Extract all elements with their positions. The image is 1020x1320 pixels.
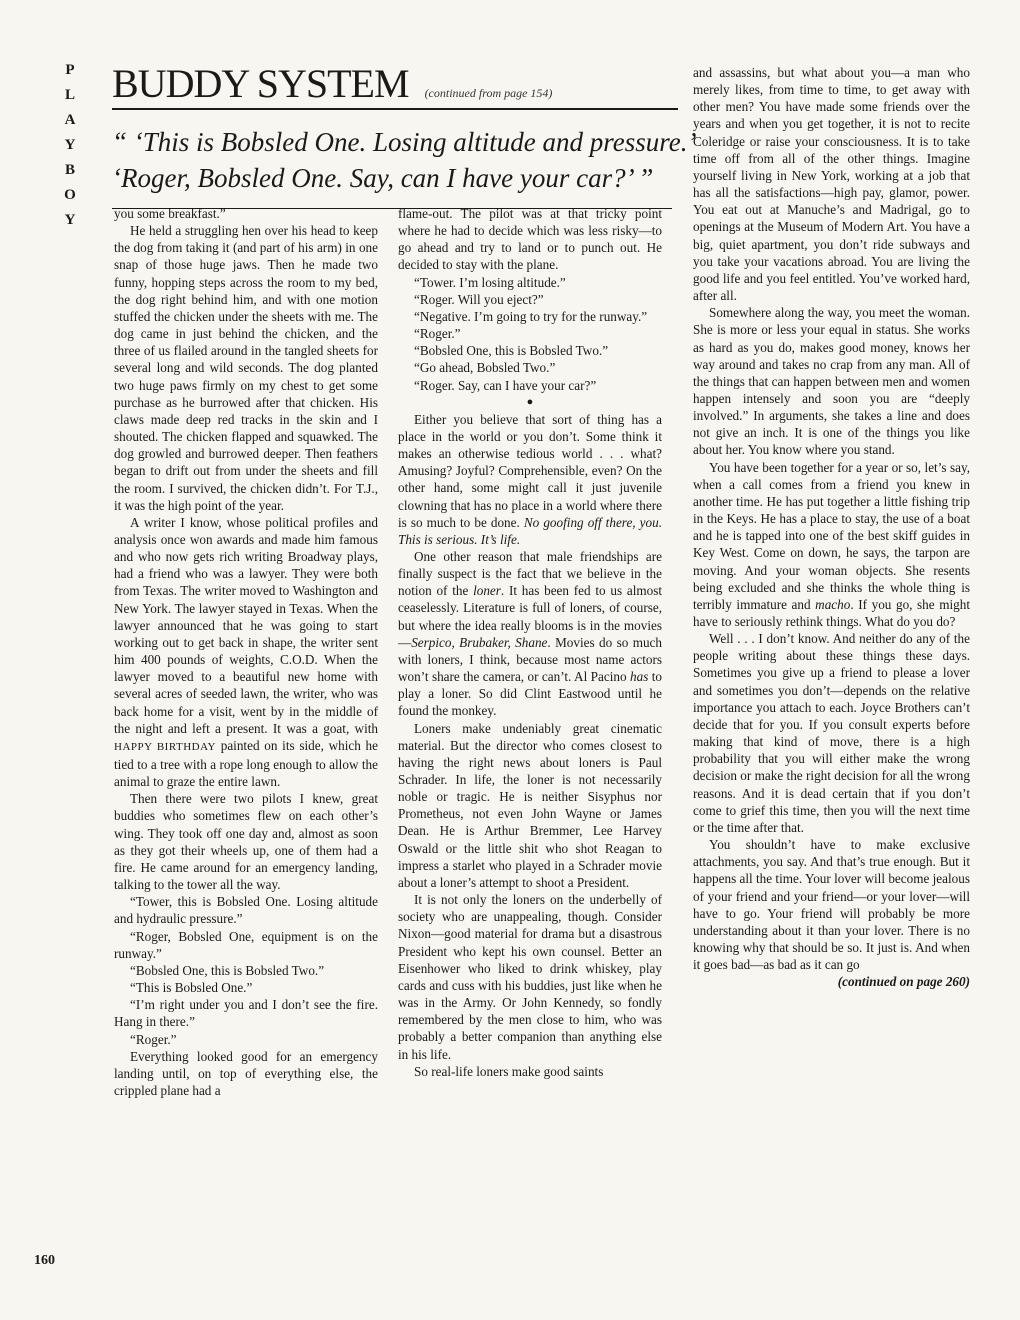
continued-from-note: (continued from page 154) bbox=[424, 86, 553, 100]
italic-text: macho bbox=[815, 596, 851, 612]
paragraph: “Roger.” bbox=[414, 326, 461, 342]
paragraph-text: Either you believe that sort of thing has a place in the world or you don’t. Some think it makes an otherwise tedious world . . . what? Amusing? Joyful? Comprehensible, even? On the other hand, some might call it just juvenile clowning that has no place in a world where there is so much to be done. bbox=[398, 411, 662, 530]
paragraph: It is not only the loners on the underbelly of society who are unappealing, though. Consider Nixon—good material for drama but a disastrous President who kept his own counsel. Better an Eisenhower who liked to drink whiskey, play cards and cuss with his buddies, just like when he was in the Army. Or John Kennedy, so fondly remembered by the men close to him, who was probably a better companion than anything else in his life. bbox=[398, 892, 662, 1062]
paragraph-text: One other reason that male friendships are finally suspect is the fact that we believe in the notion of the bbox=[398, 548, 662, 599]
pullquote-line: “ ‘This is Bobsled One. Losing altitude and pressure.’ bbox=[112, 127, 697, 157]
text-column-3 bbox=[693, 64, 970, 990]
paragraph-text: A writer I know, whose political profiles and analysis once won awards and made him famous and who now gets rich writing Broadway plays, had a friend who was a lawyer. They were both from Texas. The writer moved to Washington and New York. The lawyer stayed in Texas. When the lawyer announced that he was going to start working out to get back in shape, the writer sent him 400 pounds of weights, C.O.D. When the lawyer moved to a beautiful new home with several acres of seeded lawn, the writer, who was back home for a visit, went by in the middle of the night and left a present. It was a goat, with bbox=[114, 514, 378, 736]
italic-text: loner bbox=[473, 583, 501, 599]
smallcaps-phrase: HAPPY BIRTHDAY bbox=[114, 740, 216, 753]
paragraph: Well . . . I don’t know. And neither do any of the people writing about these things these days. Sometimes you give up a friend to please a lover and sometimes you don’t—depends on the relative importance you attach to each. Joyce Brothers can’t decide that for you. If you consult experts before making that kind of move, there is a high probability that you will either make the wrong decision or make the right decision for all the wrong reasons. And it is dead certain that if you don’t come to grief this time, then you will the next time or the time after that. bbox=[693, 631, 970, 835]
paragraph: You shouldn’t have to make exclusive attachments, you say. And that’s true enough. But it happens all the time. Your lover will become jealous of your friend and your friend—or your lover—will have to go. Your friend will probably be more understanding about it than your lover. There is no knowing why that should be so. It just is. And when it goes bad—as bad as it can go bbox=[693, 837, 970, 973]
paragraph: “Tower, this is Bobsled One. Losing altitude and hydraulic pressure.” bbox=[114, 894, 378, 927]
italic-text: Serpico, Brubaker, Shane bbox=[411, 634, 548, 650]
masthead-letter: O bbox=[64, 187, 76, 203]
paragraph-text: . It has been fed to us almost ceaselessly. Literature is full of loners, of course, but where the idea really blooms is in the movies— bbox=[398, 583, 663, 650]
paragraph-text: You have been together for a year or so, let’s say, when a call comes from a friend you knew in another time. He has put together a little fishing trip in the Keys. He has a place to stay, the use of a boat and he is tapped into one of the best skiff guides in Key West. Come on down, he says, the tarpon are moving. And your woman objects. She resents being excluded and she thinks the whole thing is terribly immature and bbox=[693, 459, 970, 612]
paragraph: So real-life loners make good saints bbox=[414, 1063, 604, 1079]
paragraph: “Bobsled One, this is Bobsled Two.” bbox=[130, 962, 325, 978]
headline-row bbox=[112, 61, 678, 110]
paragraph: Everything looked good for an emergency landing until, on top of everything else, the crippled plane had a bbox=[114, 1048, 378, 1098]
page-number: 160 bbox=[34, 1253, 55, 1268]
text-column-1 bbox=[114, 205, 378, 1099]
paragraph: “Roger.” bbox=[130, 1031, 177, 1047]
pullquote bbox=[112, 124, 697, 196]
paragraph bbox=[693, 459, 970, 631]
paragraph-text: . If you go, she might have to seriously rethink things. What do you do? bbox=[693, 596, 970, 629]
article-title: BUDDY SYSTEM bbox=[112, 61, 409, 106]
masthead-letter: P bbox=[65, 62, 75, 78]
paragraph bbox=[398, 411, 662, 548]
paragraph-text: to play a loner. So did Clint Eastwood until he found the monkey. bbox=[398, 669, 663, 719]
paragraph: “Negative. I’m going to try for the runway.” bbox=[414, 308, 648, 324]
paragraph: “I’m right under you and I don’t see the fire. Hang in there.” bbox=[114, 997, 378, 1030]
paragraph bbox=[398, 548, 662, 720]
italic-text: has bbox=[630, 669, 649, 685]
masthead-letter: Y bbox=[64, 137, 76, 153]
continued-to-note: (continued on page 260) bbox=[837, 974, 970, 990]
paragraph: “Roger. Will you eject?” bbox=[414, 291, 544, 307]
text-column-2 bbox=[398, 205, 662, 1080]
masthead-letter: B bbox=[64, 162, 75, 178]
paragraph: “Go ahead, Bobsled Two.” bbox=[414, 360, 556, 376]
section-bullet: ● bbox=[526, 395, 534, 408]
masthead-letter: A bbox=[64, 112, 76, 128]
paragraph: “Roger, Bobsled One, equipment is on the runway.” bbox=[114, 928, 378, 961]
pullquote-line: ‘Roger, Bobsled One. Say, can I have your car?’ ” bbox=[112, 163, 654, 193]
magazine-name-vertical bbox=[58, 58, 82, 233]
paragraph: He held a struggling hen over his head to keep the dog from taking it (and part of his arm) in one snap of those huge jaws. Then he made two funny, hopping steps across the room to my bed, the dog right behind him, and with one motion stuffed the chicken under the sheets with me. The dog came in just behind the chicken, and the three of us flailed around in the tangled sheets for several long and wild seconds. The dog planted two huge paws firmly on my chest to get some purchase as he burrowed after that chicken. His claws made deep red tracks in the skin and I shouted. The chicken flapped and squawked. The dog growled and burrowed deeper. Then feathers began to drift out from under the sheets and fill the room. I survived, the chicken didn’t. For T.J., it was the high point of the year. bbox=[114, 223, 378, 513]
paragraph: “Roger. Say, can I have your car?” bbox=[414, 377, 597, 393]
paragraph: “This is Bobsled One.” bbox=[130, 980, 253, 996]
italic-text: No goofing off there, you. This is serious. It’s life. bbox=[398, 514, 662, 547]
article-header bbox=[112, 61, 697, 209]
paragraph: flame-out. The pilot was at that tricky point where he had to decide which was less risky—to go ahead and try to land or to punch out. He decided to stay with the plane. bbox=[398, 206, 662, 273]
paragraph: “Bobsled One, this is Bobsled Two.” bbox=[414, 343, 609, 359]
paragraph-text: . Movies do so much with loners, I think, because most name actors won’t share the camera, or can’t. Al Pacino bbox=[398, 634, 662, 685]
paragraph-text: painted on its side, which he tied to a tree with a rope long enough to allow the animal to graze the entire lawn. bbox=[114, 737, 378, 790]
masthead-letter: L bbox=[64, 87, 75, 103]
paragraph: you some breakfast.” bbox=[114, 206, 226, 221]
paragraph: and assassins, but what about you—a man who merely likes, from time to time, to get away with other men? You have made some friends over the years and when you get together, it is not to recite Coleridge or raise your consciousness. It is to take time off from all of the other things. Imagine yourself living in New York, working at a job that has all the satisfactions—high pay, glamor, power. You eat out at Manuche’s and Madrigal, go to openings at the Museum of Modern Art. You have a big, quiet apartment, you don’t ride subways and you take your vacations abroad. You are living the good life and you feel entitled. You’ve worked hard, after all. bbox=[693, 65, 970, 304]
paragraph: Then there were two pilots I knew, great buddies who sometimes flew on each other’s wing. They took off one day and, almost as soon as they got their wheels up, one of them had a fire. He came around for an emergency landing, talking to the tower all the way. bbox=[114, 791, 378, 893]
paragraph: Somewhere along the way, you meet the woman. She is more or less your equal in status. She works as hard as you do, makes good money, knows her way around and takes no crap from any man. All of the things that can happen between men and women happen intensely and soon you are “deeply involved.” In arguments, she takes a line and does not give an inch. It is one of the things you like about her. You know where you stand. bbox=[693, 305, 970, 458]
paragraph: Loners make undeniably great cinematic material. But the director who comes closest to having the right news about loners is Paul Schrader. In life, the loner is not necessarily noble or tragic. He is neither Sisyphus nor Prometheus, not even John Wayne or James Dean. He is Arthur Bremmer, Lee Harvey Oswald or the little shit who shot Reagan to impress a starlet who played in a Schrader movie about a loner’s attempt to shoot a President. bbox=[398, 720, 662, 890]
paragraph bbox=[114, 514, 378, 791]
masthead-letter: Y bbox=[64, 212, 76, 228]
paragraph: “Tower. I’m losing altitude.” bbox=[414, 274, 566, 290]
